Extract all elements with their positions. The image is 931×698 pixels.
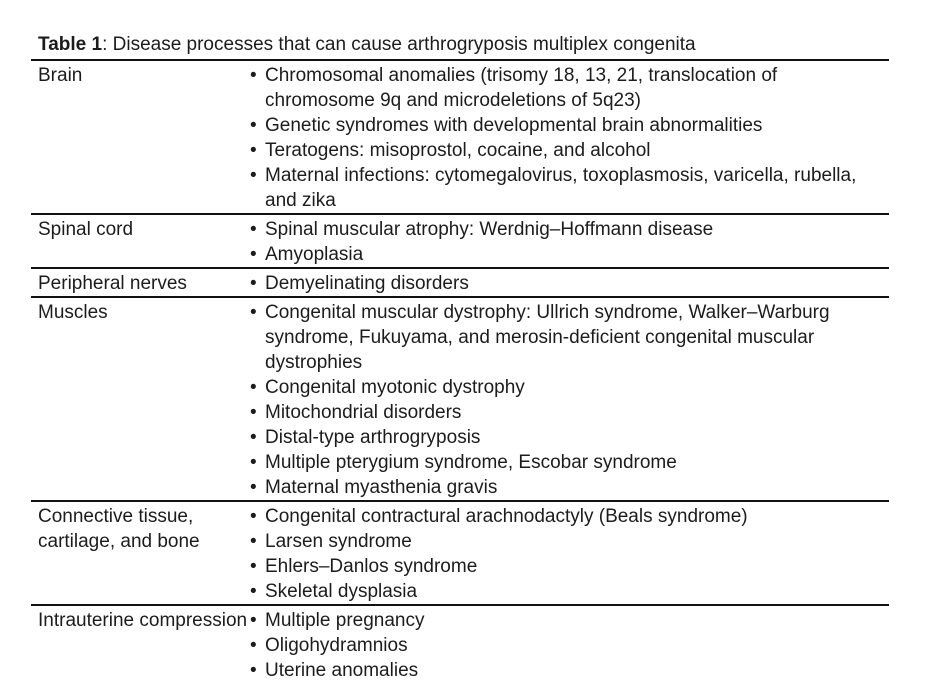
table-row — [31, 606, 889, 683]
item-text: Maternal infections: cytomegalovirus, toxoplasmosis, varicella, rubella, and zika — [265, 165, 857, 211]
disease-list — [248, 63, 877, 213]
item-text: Distal-type arthrogryposis — [265, 427, 481, 448]
table-row — [31, 502, 889, 606]
bullet-icon — [250, 113, 257, 138]
item-text: Oligohydramnios — [265, 635, 408, 656]
table-number-label: Table 1 — [38, 34, 103, 55]
list-item — [248, 375, 877, 400]
item-text: Mitochondrial disorders — [265, 402, 462, 423]
item-text: Multiple pregnancy — [265, 610, 425, 631]
disease-list — [248, 217, 877, 267]
disease-table — [31, 33, 889, 683]
category-cell: Peripheral nerves — [38, 273, 187, 294]
disease-list — [248, 300, 877, 500]
item-text: Congenital myotonic dystrophy — [265, 377, 525, 398]
item-text: Uterine anomalies — [265, 660, 419, 681]
items-cell — [248, 608, 877, 683]
item-text: Genetic syndromes with developmental brain abnormalities — [265, 115, 763, 136]
category-cell: Muscles — [38, 302, 108, 323]
list-item — [248, 217, 877, 242]
table-row — [31, 269, 889, 298]
bullet-icon — [250, 242, 257, 267]
table-row — [31, 61, 889, 215]
items-cell — [248, 300, 877, 500]
category-cell: Intrauterine compression — [38, 610, 248, 631]
list-item — [248, 504, 877, 529]
list-item — [248, 529, 877, 554]
bullet-icon — [250, 375, 257, 400]
list-item — [248, 579, 877, 604]
bullet-icon — [250, 608, 257, 633]
item-text: Spinal muscular atrophy: Werdnig–Hoffmann disease — [265, 219, 714, 240]
item-text: Amyoplasia — [265, 244, 364, 265]
list-item — [248, 475, 877, 500]
bullet-icon — [250, 450, 257, 475]
list-item — [248, 113, 877, 138]
disease-list — [248, 504, 877, 604]
list-item — [248, 63, 877, 113]
item-text: Congenital contractural arachnodactyly (Beals syndrome) — [265, 506, 748, 527]
bullet-icon — [250, 504, 257, 529]
table-row — [31, 298, 889, 502]
items-cell — [248, 504, 877, 604]
item-text: Multiple pterygium syndrome, Escobar syndrome — [265, 452, 677, 473]
list-item — [248, 300, 877, 375]
list-item — [248, 658, 877, 683]
item-text: Teratogens: misoprostol, cocaine, and alcohol — [265, 140, 651, 161]
table-row — [31, 215, 889, 269]
bullet-icon — [250, 579, 257, 604]
item-text: Maternal myasthenia gravis — [265, 477, 498, 498]
list-item — [248, 608, 877, 633]
bullet-icon — [250, 271, 257, 296]
bullet-icon — [250, 658, 257, 683]
item-text: Ehlers–Danlos syndrome — [265, 556, 478, 577]
item-text: Skeletal dysplasia — [265, 581, 418, 602]
item-text: Chromosomal anomalies (trisomy 18, 13, 21, translocation of chromosome 9q and microdeletions of 5q23) — [265, 65, 778, 111]
bullet-icon — [250, 633, 257, 658]
list-item — [248, 450, 877, 475]
bullet-icon — [250, 475, 257, 500]
category-cell: Brain — [38, 65, 83, 86]
bullet-icon — [250, 138, 257, 163]
item-text: Demyelinating disorders — [265, 273, 469, 294]
disease-list — [248, 271, 877, 296]
list-item — [248, 400, 877, 425]
item-text: Larsen syndrome — [265, 531, 412, 552]
bullet-icon — [250, 63, 257, 88]
bullet-icon — [250, 217, 257, 242]
bullet-icon — [250, 554, 257, 579]
items-cell — [248, 271, 877, 296]
disease-list — [248, 608, 877, 683]
category-cell: Spinal cord — [38, 219, 134, 240]
bullet-icon — [250, 300, 257, 325]
list-item — [248, 271, 877, 296]
item-text: Congenital muscular dystrophy: Ullrich syndrome, Walker–Warburg syndrome, Fukuyama, and merosin-deficient congenital muscular dystrophies — [265, 302, 830, 373]
items-cell — [248, 63, 877, 213]
bullet-icon — [250, 163, 257, 188]
table-title-text: : Disease processes that can cause arthrogryposis multiplex congenita — [102, 34, 696, 55]
bullet-icon — [250, 529, 257, 554]
items-cell — [248, 217, 877, 267]
bullet-icon — [250, 425, 257, 450]
list-item — [248, 633, 877, 658]
list-item — [248, 242, 877, 267]
list-item — [248, 138, 877, 163]
category-cell: Connective tissue, cartilage, and bone — [38, 506, 200, 552]
list-item — [248, 425, 877, 450]
table-title — [31, 33, 889, 61]
list-item — [248, 554, 877, 579]
list-item — [248, 163, 877, 213]
bullet-icon — [250, 400, 257, 425]
